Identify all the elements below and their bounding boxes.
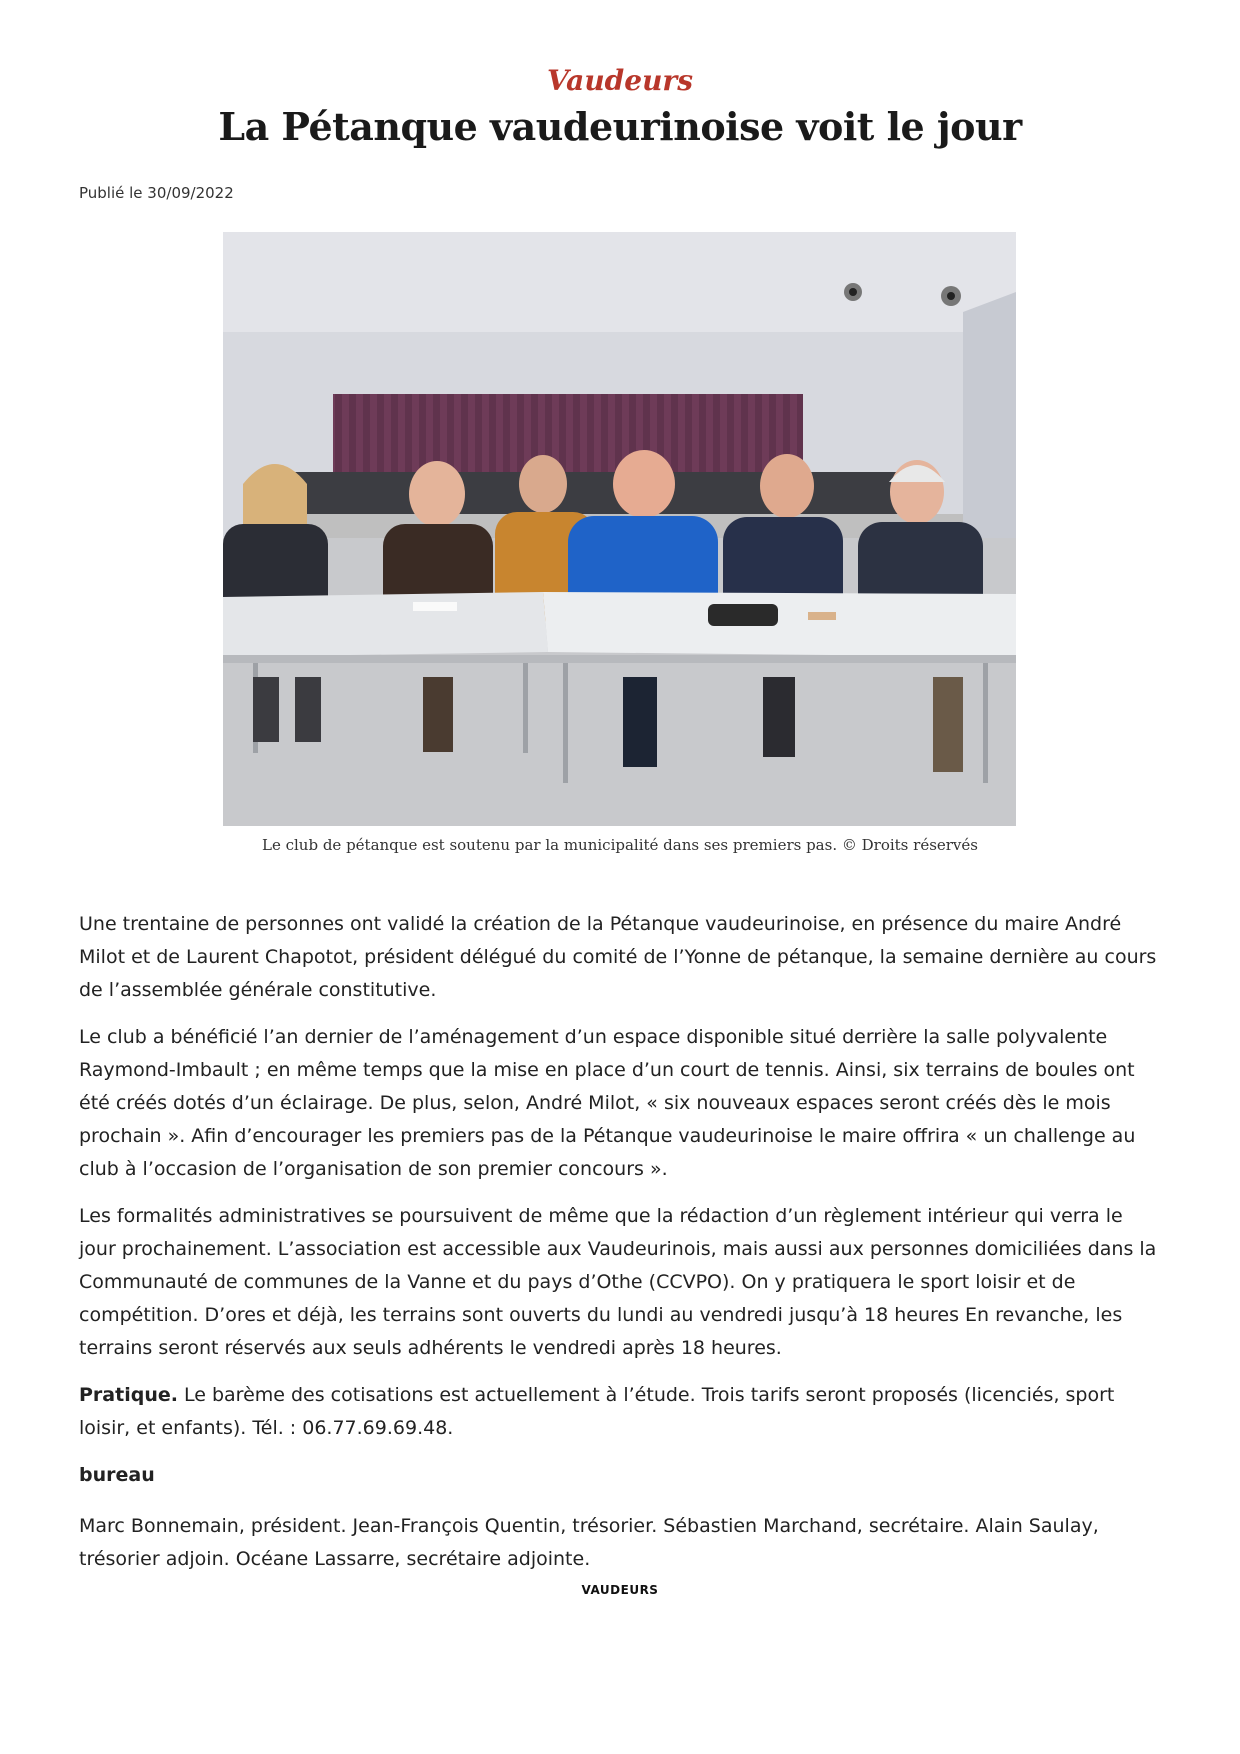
body-paragraph: Les formalités administratives se poursuivent de même que la rédaction d’un règlement intérieur qui verra le jour prochainement. L’association est accessible aux Vaudeurinois, mais aussi aux personnes domiciliées dans la Communauté de communes de la Vanne et du pays d’Othe (CCVPO). On y pratiquera le sport loisir et de compétition. D’ores et déjà, les terrains sont ouverts du lundi au vendredi jusqu’à 18 heures En revanche, les terrains seront réservés aux seuls adhérents le vendredi après 18 heures. (79, 1205, 1157, 1359)
article-body (79, 908, 1161, 1590)
body-paragraph: Une trentaine de personnes ont validé la création de la Pétanque vaudeurinoise, en présence du maire André Milot et de Laurent Chapotot, président délégué du comité de l’Yonne de pétanque, la semaine dernière au cours de l’assemblée générale constitutive. (79, 913, 1157, 1001)
bureau-heading: bureau (79, 1464, 155, 1486)
practical-paragraph (79, 1379, 1161, 1445)
article-kicker[interactable]: Vaudeurs (547, 64, 693, 97)
publication-date: Publié le 30/09/2022 (79, 184, 234, 202)
article-photo (223, 232, 1016, 826)
photo-caption: Le club de pétanque est soutenu par la municipalité dans ses premiers pas. © Droits réservés (261, 836, 978, 854)
article-title: La Pétanque vaudeurinoise voit le jour (218, 104, 1022, 149)
practical-label: Pratique. (79, 1384, 178, 1406)
bureau-members: Marc Bonnemain, président. Jean-François Quentin, trésorier. Sébastien Marchand, secrétaire. Alain Saulay, trésorier adjoin. Océane Lassarre, secrétaire adjointe. (79, 1515, 1099, 1570)
photo-illustration (223, 232, 1016, 826)
body-paragraph: Le club a bénéficié l’an dernier de l’aménagement d’un espace disponible situé derrière la salle polyvalente Raymond-Imbault ; en même temps que la mise en place d’un court de tennis. Ainsi, six terrains de boules ont été créés dotés d’un éclairage. De plus, selon, André Milot, « six nouveaux espaces seront créés dès le mois prochain ». Afin d’encourager les premiers pas de la Pétanque vaudeurinoise le maire offrira « un challenge au club à l’occasion de l’organisation de son premier concours ». (79, 1026, 1136, 1180)
footer-section-tag[interactable]: VAUDEURS (581, 1583, 659, 1597)
practical-text: Le barème des cotisations est actuellement à l’étude. Trois tarifs seront proposés (licenciés, sport loisir, et enfants). Tél. : 06.77.69.69.48. (79, 1384, 1115, 1439)
